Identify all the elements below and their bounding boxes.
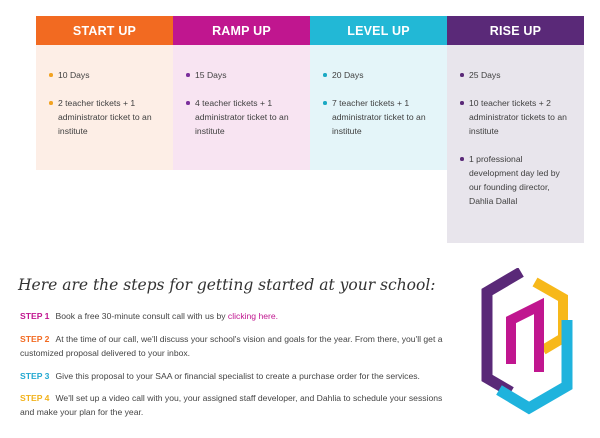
plan-title: LEVEL UP — [310, 16, 447, 45]
step-2 — [20, 333, 450, 360]
plan-start-up — [36, 16, 173, 170]
plan-body — [36, 45, 173, 170]
logo-magenta-stroke — [511, 306, 539, 372]
plan-ramp-up — [173, 16, 310, 170]
pricing-plans — [36, 16, 584, 244]
bullet-icon — [49, 73, 53, 77]
plan-feature: 2 teacher tickets + 1 administrator ticket to an institute — [49, 96, 163, 138]
step-4 — [20, 392, 450, 419]
logo-icon — [481, 268, 575, 416]
bullet-icon — [49, 101, 53, 105]
bullet-icon — [186, 73, 190, 77]
plan-title: RAMP UP — [173, 16, 310, 45]
step-label: STEP 2 — [20, 334, 50, 344]
bullet-icon — [460, 73, 464, 77]
bullet-icon — [460, 157, 464, 161]
step-text: Book a free 30-minute consult call with us by — [55, 311, 228, 321]
plan-feature: 1 professional development day led by our founding director, Dahlia Dallal — [460, 152, 574, 208]
plan-body — [173, 45, 310, 170]
plan-feature: 7 teacher tickets + 1 administrator ticket to an institute — [323, 96, 437, 138]
plan-feature: 4 teacher tickets + 1 administrator ticket to an institute — [186, 96, 300, 138]
step-label: STEP 3 — [20, 371, 50, 381]
plan-level-up — [310, 16, 447, 170]
plan-body — [310, 45, 447, 170]
plan-feature: 25 Days — [460, 68, 574, 82]
bullet-icon — [460, 101, 464, 105]
step-1 — [20, 310, 450, 324]
plan-body — [447, 45, 584, 243]
step-3 — [20, 370, 450, 384]
steps-heading: Here are the steps for getting started at your school: — [18, 276, 436, 294]
clicking-here-link[interactable]: clicking here. — [227, 311, 279, 321]
bullet-icon — [323, 101, 327, 105]
plan-feature: 10 teacher tickets + 2 administrator tickets to an institute — [460, 96, 574, 138]
plan-feature: 10 Days — [49, 68, 163, 82]
plan-feature: 20 Days — [323, 68, 437, 82]
bullet-icon — [323, 73, 327, 77]
plan-rise-up — [447, 16, 584, 243]
step-label: STEP 1 — [20, 311, 50, 321]
step-text: Give this proposal to your SAA or financial specialist to create a purchase order for the services. — [55, 371, 420, 381]
plan-title: RISE UP — [447, 16, 584, 45]
step-text: At the time of our call, we'll discuss your school's vision and goals for the year. From there, you'll get a customized proposal delivered to your inbox. — [20, 334, 443, 358]
step-text: We'll set up a video call with you, your assigned staff developer, and Dahlia to schedule your sessions and make your plan for the year. — [20, 393, 443, 417]
bullet-icon — [186, 101, 190, 105]
step-label: STEP 4 — [20, 393, 50, 403]
plan-title: START UP — [36, 16, 173, 45]
plan-feature: 15 Days — [186, 68, 300, 82]
